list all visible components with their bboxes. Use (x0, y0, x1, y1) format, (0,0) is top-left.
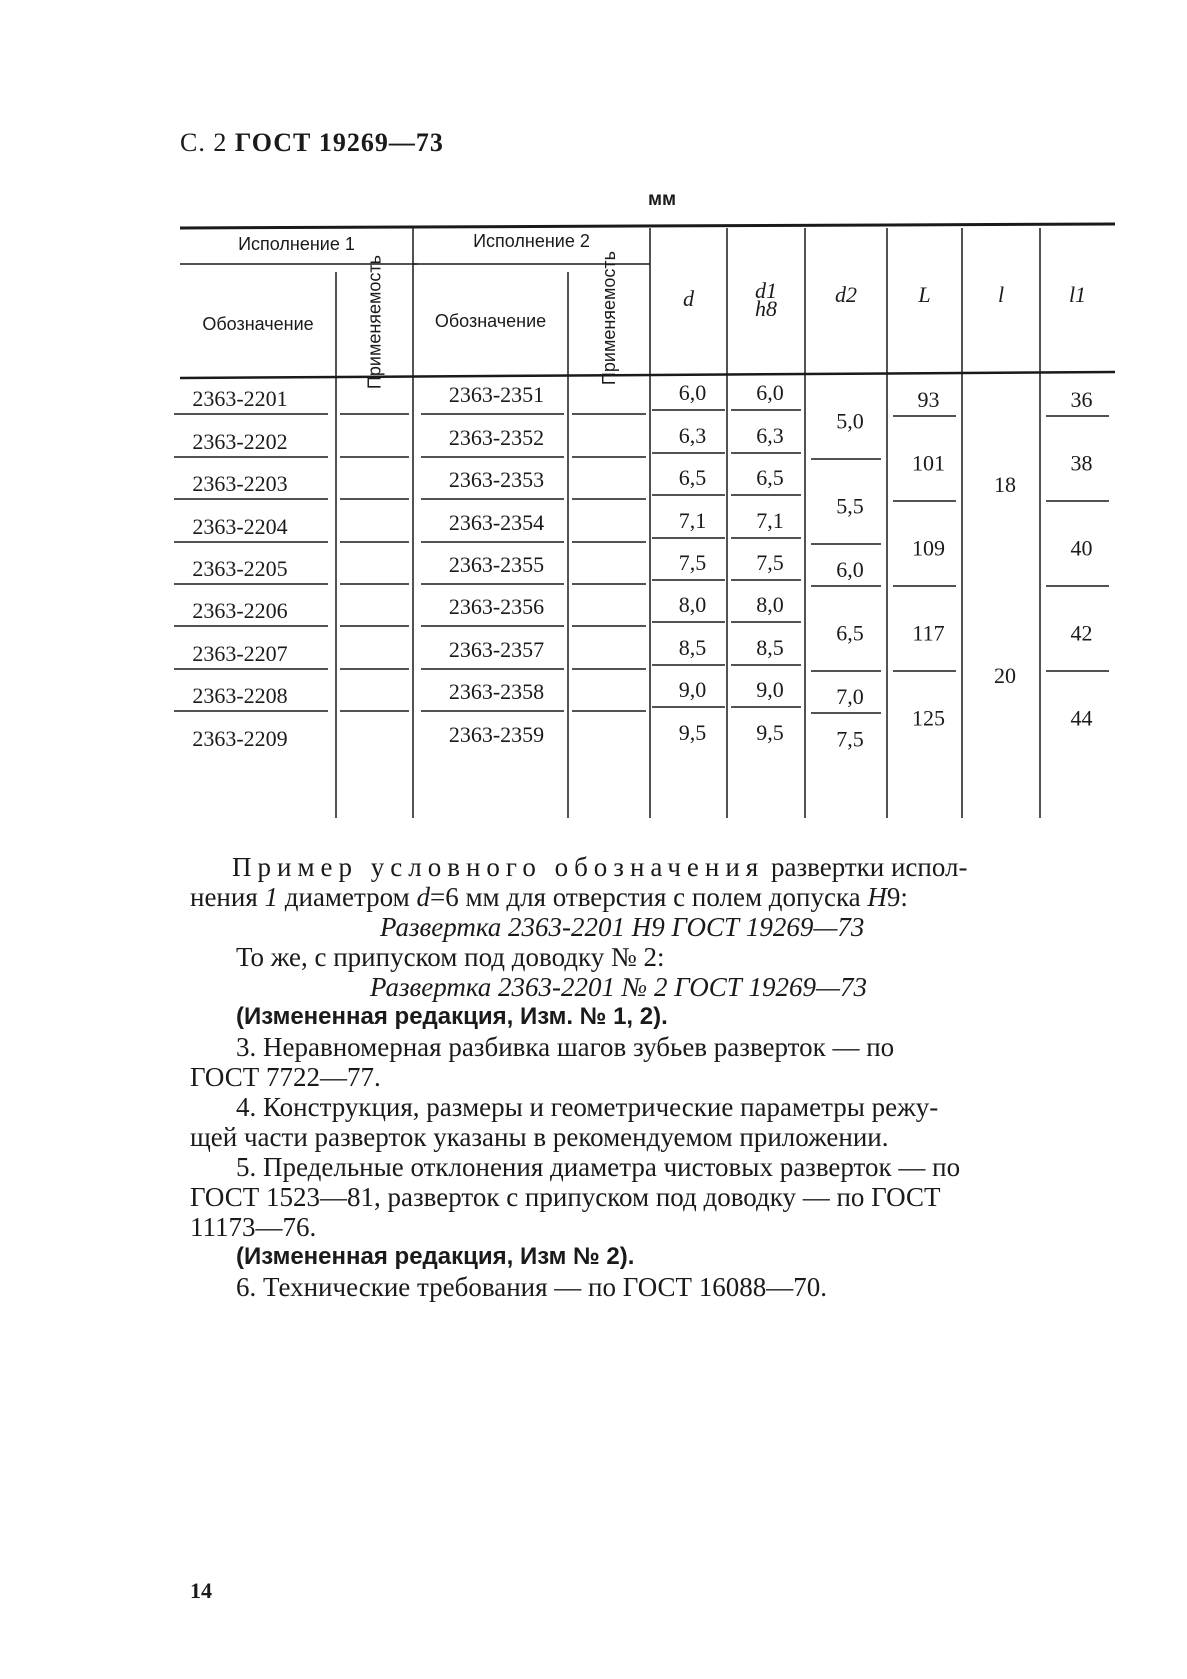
l1-header: l1 (1068, 282, 1087, 307)
l-cell: 20 (994, 663, 1016, 688)
L-cell: 109 (912, 535, 945, 561)
designation-header-2: Обозначение (434, 311, 547, 331)
l1-cell: 36 (1070, 387, 1093, 412)
designation-1-cell: 2363-2208 (192, 683, 288, 708)
item-3-line2: ГОСТ 7722—77. (190, 1062, 381, 1092)
standard-title: ГОСТ 19269—73 (234, 128, 444, 157)
d1-tolerance-header: h8 (755, 296, 777, 321)
designation-1-cell: 2363-2206 (192, 598, 288, 623)
l1-cell: 44 (1070, 705, 1093, 731)
example-designation-2: Развертка 2363-2201 № 2 ГОСТ 19269—73 (370, 972, 868, 1002)
text-fragment: H (867, 882, 887, 912)
d1-cell: 6,0 (756, 380, 784, 405)
l1-cell: 42 (1070, 620, 1093, 646)
applicability-header-1: Применяемость (364, 254, 385, 390)
L-cell: 125 (912, 705, 945, 731)
d1-cell: 7,5 (756, 550, 784, 575)
page-number: 14 (190, 1578, 212, 1603)
designation-1-cell: 2363-2204 (192, 514, 288, 539)
designation-2-cell: 2363-2358 (448, 679, 545, 704)
revision-note-2: (Измененная редакция, Изм № 2). (236, 1243, 635, 1270)
L-header: L (918, 282, 931, 307)
text-fragment: 9: (886, 882, 908, 912)
d2-cell: 5,5 (836, 493, 864, 519)
d-cell: 9,0 (678, 677, 707, 702)
text-fragment: нения (190, 882, 265, 912)
d-cell: 7,1 (678, 508, 707, 533)
page-label: С. 2 (180, 128, 228, 157)
table-top-border (180, 224, 1115, 228)
d-cell: 6,0 (678, 380, 707, 405)
designation-1-cell: 2363-2203 (192, 471, 288, 496)
item-5-line1: 5. Предельные отклонения диаметра чистовых разверток — по (236, 1152, 961, 1182)
designation-1-cell: 2363-2202 (192, 429, 288, 454)
d2-cell: 7,5 (836, 726, 864, 752)
group1-header: Исполнение 1 (238, 234, 355, 254)
designation-2-cell: 2363-2352 (448, 425, 545, 450)
d1-cell: 6,3 (756, 423, 784, 448)
d-cell: 8,5 (678, 635, 707, 660)
paragraph-example-line2 (190, 882, 908, 912)
d1-cell: 9,0 (756, 677, 784, 702)
L-cell: 101 (912, 450, 945, 476)
text-fragment: 1 (264, 882, 279, 912)
d2-cell: 7,0 (836, 684, 864, 709)
d-cell: 9,5 (678, 720, 707, 745)
header-bottom-border (180, 372, 1115, 378)
designation-2-cell: 2363-2356 (448, 594, 545, 619)
d2-cell: 6,5 (836, 620, 864, 646)
item-5-line3: 11173—76. (190, 1212, 317, 1242)
text-fragment: =6 мм для отверстия с полем допуска (429, 882, 868, 912)
d2-header: d2 (835, 282, 857, 307)
example-designation-1: Развертка 2363-2201 H9 ГОСТ 19269—73 (380, 912, 865, 942)
d-cell: 8,0 (678, 592, 707, 617)
l-cell: 18 (994, 472, 1016, 497)
unit-label: мм (648, 189, 677, 210)
item-6: 6. Технические требования — по ГОСТ 16088—70. (236, 1272, 828, 1302)
item-4-line2: щей части разверток указаны в рекомендуемом приложении. (190, 1122, 889, 1152)
d-cell: 7,5 (678, 550, 707, 575)
designation-1-cell: 2363-2201 (192, 386, 288, 411)
l-header: l (997, 282, 1005, 307)
d-cell: 6,5 (678, 465, 707, 490)
L-cell: 117 (912, 620, 945, 646)
designation-1-cell: 2363-2209 (192, 726, 288, 751)
paragraph-same-with-allowance: То же, с припуском под доводку № 2: (236, 942, 665, 972)
l1-cell: 40 (1070, 535, 1093, 561)
d1-cell: 9,5 (756, 720, 784, 745)
d2-cell: 5,0 (836, 408, 864, 434)
item-3-line1: 3. Неравномерная разбивка шагов зубьев разверток — по (236, 1032, 895, 1062)
L-cell: 93 (917, 387, 940, 412)
designation-1-cell: 2363-2207 (192, 641, 288, 666)
item-4-line1: 4. Конструкция, размеры и геометрические параметры режу- (236, 1092, 939, 1122)
d1-cell: 7,1 (756, 508, 784, 533)
applicability-header-2: Применяемость (599, 250, 619, 386)
d1-cell: 8,0 (756, 592, 784, 617)
designation-2-cell: 2363-2351 (448, 382, 545, 407)
designation-2-cell: 2363-2359 (448, 722, 545, 747)
d-header: d (683, 286, 694, 311)
l1-cell: 38 (1070, 450, 1093, 476)
d1-cell: 8,5 (756, 635, 784, 660)
d1-header: d1 (755, 278, 777, 303)
designation-header-1: Обозначение (202, 314, 314, 334)
d2-cell: 6,0 (836, 557, 864, 582)
paragraph-example-line1 (232, 852, 967, 882)
d1-cell: 6,5 (756, 465, 784, 490)
d-cell: 6,3 (678, 423, 707, 448)
designation-2-cell: 2363-2354 (448, 510, 545, 535)
group2-header: Исполнение 2 (473, 231, 590, 251)
item-5-line2: ГОСТ 1523—81, разверток с припуском под доводку — по ГОСТ (190, 1182, 941, 1212)
example-heading: Пример условного обозначения (232, 852, 765, 882)
designation-2-cell: 2363-2355 (448, 552, 545, 577)
revision-note-1: (Измененная редакция, Изм. № 1, 2). (236, 1003, 668, 1030)
designation-2-cell: 2363-2353 (448, 467, 545, 492)
example-text: развертки испол- (764, 852, 968, 882)
text-fragment: d (416, 882, 430, 912)
text-fragment: диаметром (278, 882, 417, 912)
designation-1-cell: 2363-2205 (192, 556, 288, 581)
designation-2-cell: 2363-2357 (448, 637, 545, 662)
